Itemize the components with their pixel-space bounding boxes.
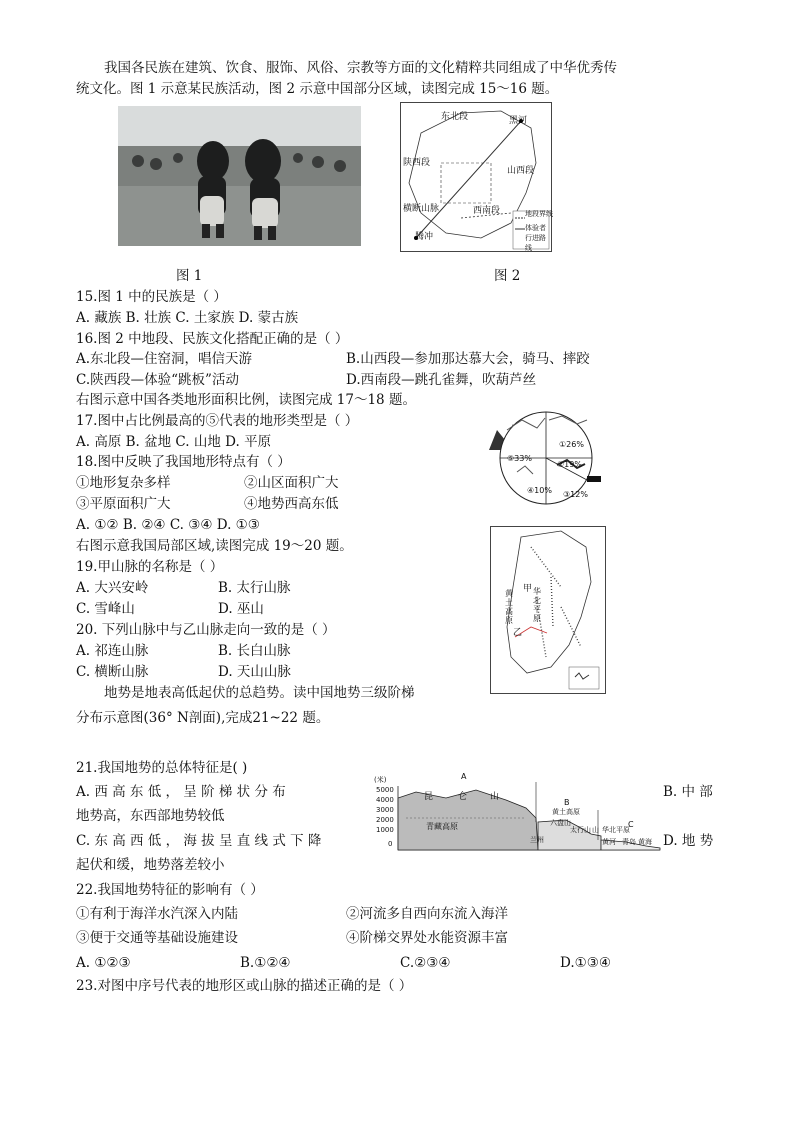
pie-label-4: ④10% bbox=[527, 486, 552, 495]
profile-label: 兰州 bbox=[530, 836, 544, 844]
q19-option-d: D. 巫山 bbox=[218, 601, 264, 617]
q21-option-d-cont: 起伏和缓，地势落差较小 bbox=[76, 857, 225, 873]
pie-label-3: ③12% bbox=[563, 490, 588, 499]
profile-label: 黄海 bbox=[638, 838, 652, 846]
q18-statement-2: ②山区面积广大 bbox=[244, 475, 339, 491]
q21-option-b: B. 中 部 bbox=[663, 784, 713, 800]
pie-label-5: ⑤33% bbox=[507, 454, 532, 463]
map2-label: 东北段 bbox=[441, 112, 469, 122]
q21-option-b-cont: 地势高，东西部地势较低 bbox=[76, 808, 225, 824]
profile-step-c: C bbox=[628, 820, 634, 829]
q17-options: A. 高原 B. 盆地 C. 山地 D. 平原 bbox=[76, 434, 272, 450]
q18-statement-3: ③平原面积广大 bbox=[76, 496, 171, 512]
q21-option-a: A. 西 高 东 低 ， 呈 阶 梯 状 分 布 bbox=[76, 784, 286, 800]
q20-option-d: D. 天山山脉 bbox=[218, 664, 291, 680]
profile-ytick: 4000 bbox=[376, 796, 394, 804]
q20-option-b: B. 长白山脉 bbox=[218, 643, 291, 659]
q19-option-a: A. 大兴安岭 bbox=[76, 580, 149, 596]
q22-statement-4: ④阶梯交界处水能资源丰富 bbox=[346, 930, 508, 946]
map2-legend: 地段界线 bbox=[525, 210, 553, 218]
profile-label: 太行山 bbox=[570, 826, 591, 834]
q22-statement-1: ①有利于海洋水汽深入内陆 bbox=[76, 906, 238, 922]
profile-label: 六盘山 bbox=[550, 819, 571, 827]
map2-label: 横断山脉 bbox=[403, 204, 440, 214]
q22-option-a: A. ①②③ bbox=[76, 955, 131, 971]
q16-option-d: D.西南段—跳孔雀舞，吹葫芦丝 bbox=[346, 372, 537, 388]
q15-options: A. 藏族 B. 壮族 C. 土家族 D. 蒙古族 bbox=[76, 310, 299, 326]
map2-label: 黑河 bbox=[509, 116, 528, 126]
map2-label: 陕西段 bbox=[403, 158, 431, 168]
terrain-profile bbox=[366, 778, 661, 860]
q20-stem: 20. 下列山脉中与乙山脉走向一致的是（ ） bbox=[76, 622, 336, 638]
map3-label-loess: 黄土高原 bbox=[505, 589, 513, 625]
map3-label-yi: 乙 bbox=[513, 628, 523, 638]
figure-1-photo bbox=[118, 106, 361, 246]
profile-label: 山 bbox=[592, 826, 599, 834]
map3-label-jia: 甲 bbox=[523, 584, 533, 594]
q16-option-a: A.东北段—住窑洞，唱信天游 bbox=[76, 351, 253, 367]
q22-option-d: D.①③④ bbox=[560, 955, 611, 971]
q16-option-b: B.山西段—参加那达慕大会，骑马、摔跤 bbox=[346, 351, 590, 367]
q21-intro-line-2: 分布示意图(36° N剖面),完成21~22 题。 bbox=[76, 710, 330, 726]
map2-label: 腾冲 bbox=[415, 232, 434, 242]
q21-option-c: C. 东 高 西 低 ， 海 拔 呈 直 线 式 下 降 bbox=[76, 833, 322, 849]
regional-map bbox=[490, 526, 606, 694]
q18-statement-4: ④地势西高东低 bbox=[244, 496, 339, 512]
q21-option-d: D. 地 势 bbox=[663, 833, 714, 849]
profile-step-a: A bbox=[461, 772, 467, 781]
q21-stem: 21.我国地势的总体特征是( ) bbox=[76, 760, 248, 776]
terrain-profile-figure bbox=[366, 772, 661, 860]
q22-statement-2: ②河流多自西向东流入海洋 bbox=[346, 906, 508, 922]
q17-stem: 17.图中占比例最高的⑤代表的地形类型是（ ） bbox=[76, 413, 359, 429]
q18-statement-1: ①地形复杂多样 bbox=[76, 475, 171, 491]
profile-ytick: 1000 bbox=[376, 826, 394, 834]
profile-ytick: 5000 bbox=[376, 786, 394, 794]
q22-option-c: C.②③④ bbox=[400, 955, 451, 971]
intro-line-2: 统文化。图 1 示意某民族活动，图 2 示意中国部分区域，读图完成 15～16 题。 bbox=[76, 81, 559, 97]
q17-intro: 右图示意中国各类地形面积比例，读图完成 17～18 题。 bbox=[76, 392, 416, 408]
profile-label: 山 bbox=[490, 792, 500, 802]
figure-2-caption: 图 2 bbox=[494, 268, 521, 284]
q22-statement-3: ③便于交通等基础设施建设 bbox=[76, 930, 238, 946]
figure-2-map bbox=[400, 102, 552, 252]
q23-stem: 23.对图中序号代表的地形区或山脉的描述正确的是（ ） bbox=[76, 978, 413, 994]
q20-option-a: A. 祁连山脉 bbox=[76, 643, 149, 659]
q16-option-c: C.陕西段—体验“跳板”活动 bbox=[76, 372, 239, 388]
profile-unit: (米) bbox=[374, 776, 387, 784]
map2-label: 西南段 bbox=[473, 206, 501, 216]
q21-intro-line-1: 地势是地表高低起伏的总趋势。读中国地势三级阶梯 bbox=[104, 685, 415, 701]
profile-ytick: 3000 bbox=[376, 806, 394, 814]
q22-stem: 22.我国地势特征的影响有（ ） bbox=[76, 882, 264, 898]
profile-ytick: 0 bbox=[388, 840, 393, 848]
figure-1-caption: 图 1 bbox=[176, 268, 203, 284]
map2-legend: 体验者行进路线 bbox=[525, 224, 546, 252]
pie-label-2: ②19% bbox=[557, 460, 582, 469]
profile-ytick: 2000 bbox=[376, 816, 394, 824]
q22-option-b: B.①②④ bbox=[240, 955, 291, 971]
intro-line-1: 我国各民族在建筑、饮食、服饰、风俗、宗教等方面的文化精粹共同组成了中华优秀传 bbox=[104, 60, 617, 76]
profile-label: 仑 bbox=[458, 792, 468, 802]
q18-options: A. ①② B. ②④ C. ③④ D. ①③ bbox=[76, 517, 260, 533]
profile-label: 华北平原 bbox=[602, 826, 630, 834]
q19-stem: 19.甲山脉的名称是（ ） bbox=[76, 559, 224, 575]
wrestling-image bbox=[118, 106, 361, 246]
terrain-area-chart bbox=[487, 410, 605, 506]
profile-step-b: B bbox=[564, 798, 570, 807]
profile-label: 黄土高原 bbox=[552, 808, 580, 816]
profile-label: 青藏高原 bbox=[426, 822, 458, 831]
q20-option-c: C. 横断山脉 bbox=[76, 664, 149, 680]
q19-intro: 右图示意我国局部区域,读图完成 19～20 题。 bbox=[76, 538, 353, 554]
q18-stem: 18.图中反映了我国地形特点有（ ） bbox=[76, 454, 291, 470]
profile-label: 青岛 bbox=[622, 838, 636, 846]
profile-label: 昆 bbox=[424, 792, 434, 802]
q16-stem: 16.图 2 中地段、民族文化搭配正确的是（ ） bbox=[76, 331, 349, 347]
map3-label-plain: 华北平原 bbox=[533, 587, 541, 623]
q15-stem: 15.图 1 中的民族是（ ） bbox=[76, 289, 227, 305]
pie-label-1: ①26% bbox=[559, 440, 584, 449]
profile-label: 黄河 bbox=[602, 838, 616, 846]
map2-label: 山西段 bbox=[507, 166, 535, 176]
q19-option-c: C. 雪峰山 bbox=[76, 601, 135, 617]
q19-option-b: B. 太行山脉 bbox=[218, 580, 291, 596]
